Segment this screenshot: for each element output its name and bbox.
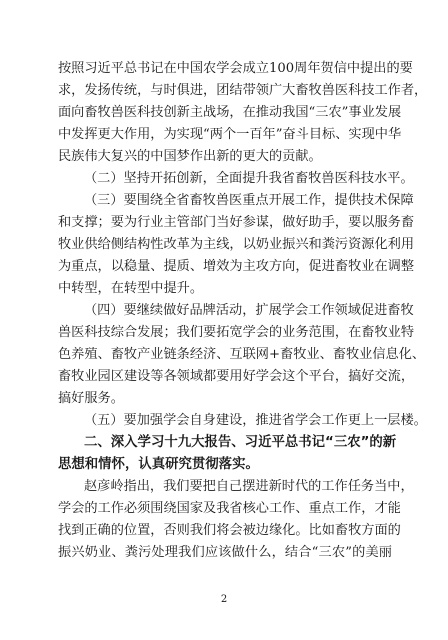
section-item-three: （三）要围绕全省畜牧兽医重点开展工作，提供技术保障 <box>84 193 414 208</box>
body-text-line: 赵彦岭指出，我们要把自己摆进新时代的工作任务当中， <box>84 479 414 494</box>
body-text-line: 找到正确的位置，否则我们将会被边缘化。比如畜牧方面的 <box>58 523 401 538</box>
section-heading-two: 二、深入学习十九大报告、习近平总书记“三农”的新 <box>84 435 397 450</box>
body-text-line: 振兴奶业、粪污处理我们应该做什么，结合“三农”的美丽 <box>58 545 392 560</box>
body-text-line: 兽医科技综合发展；我们要拓宽学会的业务范围，在畜牧业特 <box>58 325 415 340</box>
body-text-line: 畜牧业园区建设等各领域都要用好学会这个平台，搞好交流， <box>58 369 415 384</box>
body-text-line: 和支撑；要为行业主管部门当好参谋，做好助手，要以服务畜 <box>58 215 415 230</box>
body-text-line: 中发挥更大作用，为实现“两个一百年”奋斗目标、实现中华 <box>58 127 402 142</box>
section-item-five: （五）要加强学会自身建设，推进省学会工作更上一层楼。 <box>84 413 427 428</box>
section-item-two: （二）坚持开拓创新，全面提升我省畜牧兽医科技水平。 <box>84 171 414 186</box>
section-heading-two-continued: 思想和情怀，认真研究贯彻落实。 <box>58 457 259 472</box>
body-text-line: 求，发扬传统，与时俱进，团结带领广大畜牧兽医科技工作者， <box>58 83 428 98</box>
body-text-line: 面向畜牧兽医科技创新主战场，在推动我国“三农”事业发展 <box>58 105 402 120</box>
body-text-line: 为重点，以稳量、提质、增效为主攻方向，促进畜牧业在调整 <box>58 259 415 274</box>
body-text-line: 牧业供给侧结构性改革为主线，以奶业振兴和粪污资源化利用 <box>58 237 415 252</box>
body-text-line: 民族伟大复兴的中国梦作出新的更大的贡献。 <box>58 149 322 164</box>
body-text-line: 色养殖、畜牧产业链条经济、互联网+畜牧业、畜牧业信息化、 <box>58 347 426 362</box>
body-text-line: 按照习近平总书记在中国农学会成立100周年贺信中提出的要 <box>58 61 413 76</box>
section-item-four: （四）要继续做好品牌活动，扩展学会工作领域促进畜牧 <box>84 303 414 318</box>
body-text-line: 学会的工作必须围绕国家及我省核心工作、重点工作，才能 <box>58 501 401 516</box>
body-text-line: 搞好服务。 <box>58 391 124 406</box>
page-number: 2 <box>220 594 228 605</box>
body-text-line: 中转型，在转型中提升。 <box>58 281 204 296</box>
